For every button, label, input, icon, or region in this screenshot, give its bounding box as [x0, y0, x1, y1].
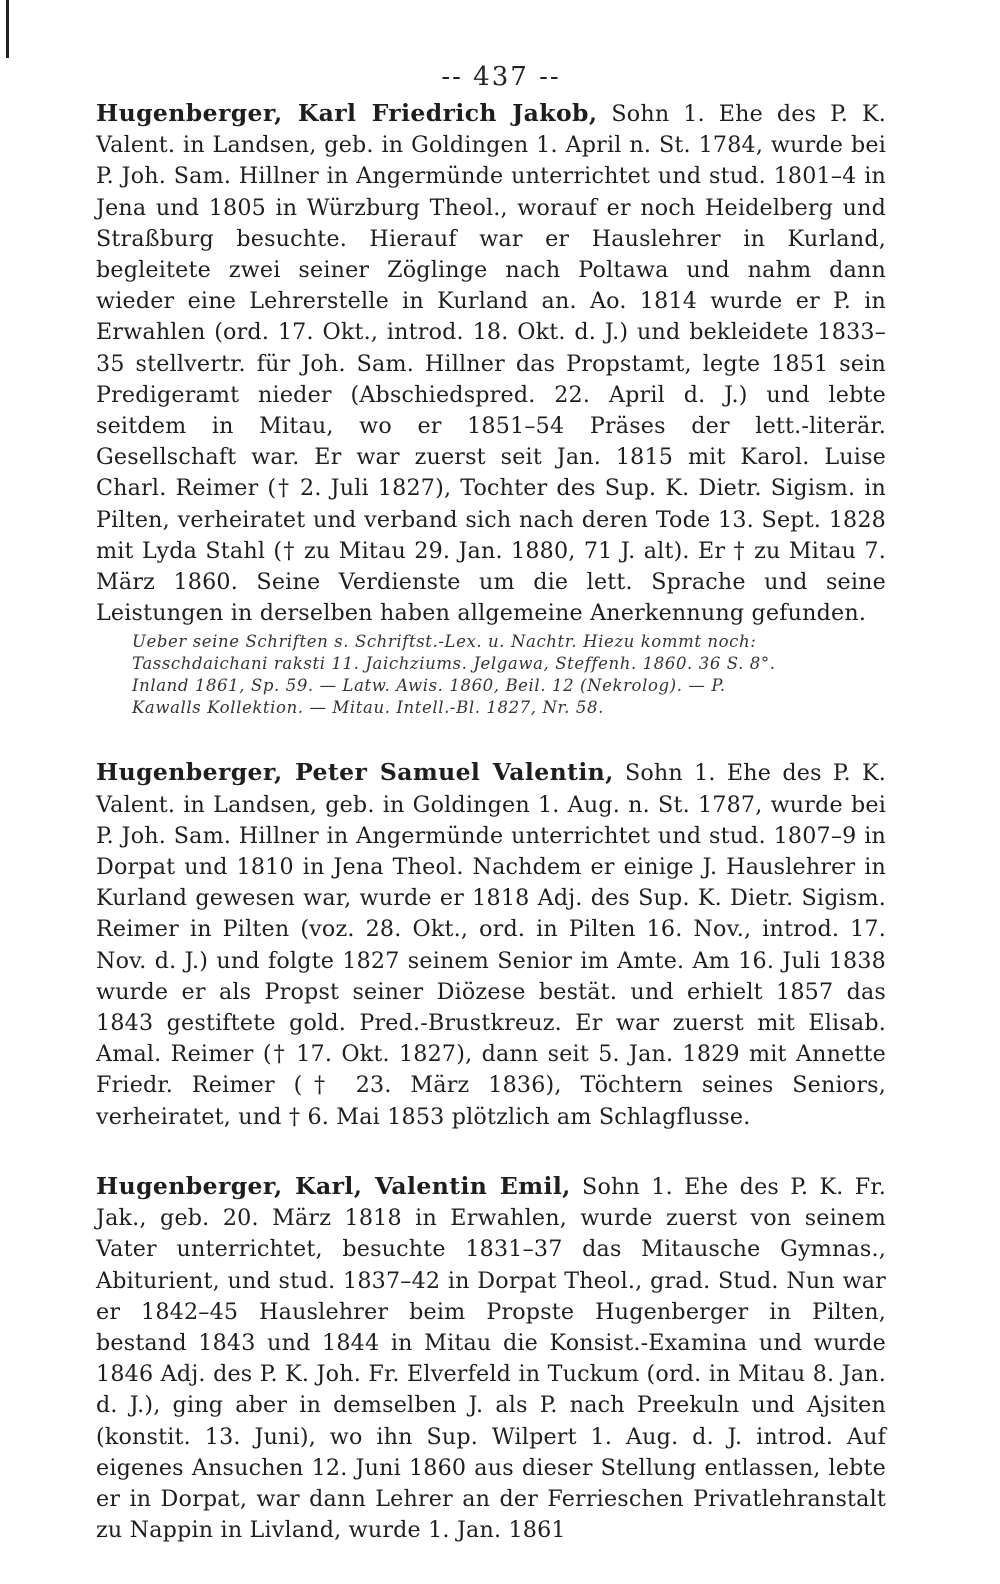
entry-body: Sohn 1. Ehe des P. K. Valent. in Landsen, geb. in Goldingen 1. April n. St. 1784, wurde bei P. Joh. Sam. Hillner in Angermünde unterrichtet und stud. 1801–4 in Jena und 1805 in Würzburg Theol., worauf er noch Heidelberg und Straßburg besuchte. Hierauf war er Hauslehrer in Kurland, begleitete zwei seiner Zöglinge nach Poltawa und nahm dann wieder eine Lehrerstelle in Kurland an. Ao. 1814 wurde er P. in Erwahlen (ord. 17. Okt., introd. 18. Okt. d. J.) und bekleidete 1833–35 stellvertr. für Joh. Sam. Hillner das Propstamt, legte 1851 sein Predigeramt nieder (Abschiedspred. 22. April d. J.) und lebte seitdem in Mitau, wo er 1851–54 Präses der lett.-literär. Gesellschaft war. Er war zuerst seit Jan. 1815 mit Karol. Luise Charl. Reimer († 2. Juli 1827), Tochter des Sup. K. Dietr. Sigism. in Pilten, verheiratet und verband sich nach deren Tode 13. Sept. 1828 mit Lyda Stahl († zu Mitau 29. Jan. 1880, 71 J. alt). Er † zu Mitau 7. März 1860. Seine Verdienste um die lett. Sprache und seine Leistungen in derselben haben allgemeine Anerkennung gefunden.	[96, 101, 886, 627]
entry-peter-samuel-valentin	[96, 757, 886, 1132]
entry-karl-valentin-emil	[96, 1171, 886, 1546]
entry-notes	[132, 631, 886, 719]
note-line: Ueber seine Schriften s. Schriftst.-Lex. u. Nachtr. Hiezu kommt noch:	[132, 632, 757, 652]
note-line: Inland 1861, Sp. 59. — Latw. Awis. 1860, Beil. 12 (Nekrolog). — P.	[132, 676, 726, 696]
page-body	[96, 62, 886, 1584]
entry-body: Sohn 1. Ehe des P. K. Fr. Jak., geb. 20. März 1818 in Erwahlen, wurde zuerst von seinem Vater unterrichtet, besuchte 1831–37 das Mitausche Gymnas., Abiturient, und stud. 1837–42 in Dorpat Theol., grad. Stud. Nun war er 1842–45 Hauslehrer beim Propste Hugenberger in Pilten, bestand 1843 und 1844 in Mitau die Konsist.-Examina und wurde 1846 Adj. des P. K. Joh. Fr. Elverfeld in Tuckum (ord. in Mitau 8. Jan. d. J.), ging aber in demselben J. als P. nach Preekuln und Ajsiten (konstit. 13. Juni), wo ihn Sup. Wilpert 1. Aug. d. J. introd. Auf eigenes Ansuchen 12. Juni 1860 aus dieser Stellung entlassen, lebte er in Dorpat, war dann Lehrer an der Ferrieschen Privatlehranstalt zu Nappin in Livland, wurde 1. Jan. 1861	[96, 1173, 887, 1544]
entry-name: Hugenberger, Karl, Valentin Emil,	[96, 1171, 571, 1200]
entry-body: Sohn 1. Ehe des P. K. Valent. in Landsen, geb. in Goldingen 1. Aug. n. St. 1787, wurde bei P. Joh. Sam. Hillner in Angermünde unterrichtet und stud. 1807–9 in Dorpat und 1810 in Jena Theol. Nachdem er einige J. Hauslehrer in Kurland gewesen war, wurde er 1818 Adj. des Sup. K. Dietr. Sigism. Reimer in Pilten (voz. 28. Okt., ord. in Pilten 16. Nov., introd. 17. Nov. d. J.) und folgte 1827 seinem Senior im Amte. Am 16. Juli 1838 wurde er als Propst seiner Diözese bestät. und erhielt 1857 das 1843 gestiftete gold. Pred.-Brustkreuz. Er war zuerst mit Elisab. Amal. Reimer († 17. Okt. 1827), dann seit 5. Jan. 1829 mit Annette Friedr. Reimer († 23. März 1836), Töchtern seines Seniors, verheiratet, und † 6. Mai 1853 plötzlich am Schlagflusse.	[96, 760, 886, 1130]
entry-name: Hugenberger, Peter Samuel Valentin,	[96, 758, 614, 787]
note-line: Kawalls Kollektion. — Mitau. Intell.-Bl. 1827, Nr. 58.	[132, 698, 604, 718]
entry-name: Hugenberger, Karl Friedrich Jakob,	[96, 99, 598, 127]
note-line: Tasschdaichani raksti 11. Jaichziums. Jelgawa, Steffenh. 1860. 36 S. 8°.	[132, 654, 776, 674]
page-number: -- 437 --	[441, 62, 561, 92]
margin-mark	[6, 0, 9, 58]
entry-karl-friedrich-jakob	[96, 98, 886, 719]
